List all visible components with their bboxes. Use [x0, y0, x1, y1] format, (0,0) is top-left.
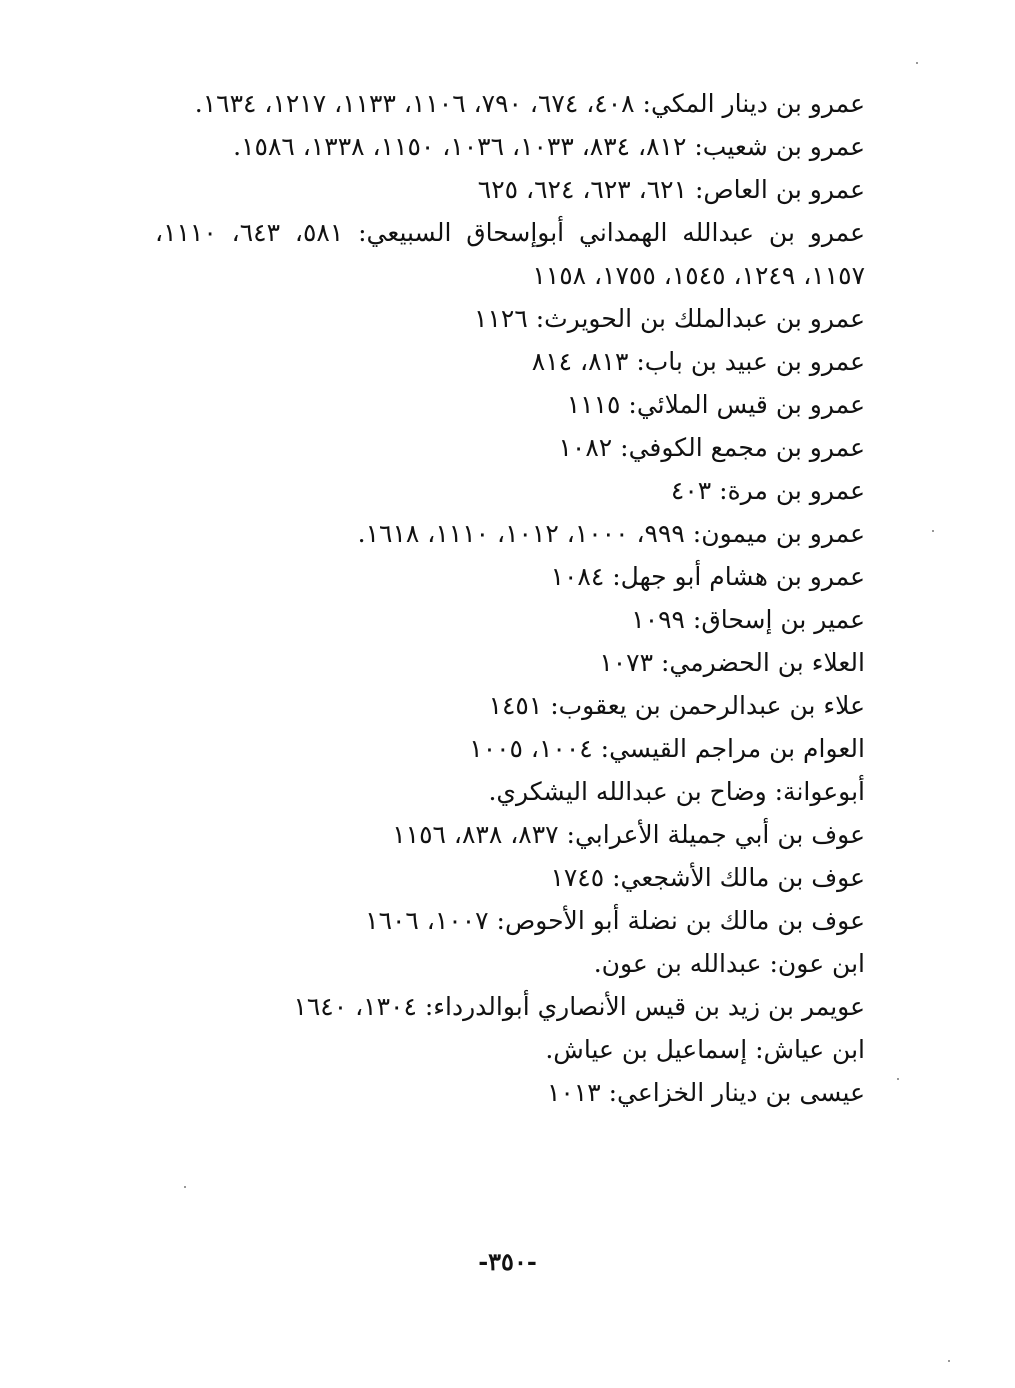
index-entry: عوف بن أبي جميلة الأعرابي: ٨٣٧، ٨٣٨، ١١٥٦	[392, 820, 865, 849]
index-entry: عمرو بن شعيب: ٨١٢، ٨٣٤، ١٠٣٣، ١٠٣٦، ١١٥٠، ١٣٣٨، ١٥٨٦.	[233, 132, 865, 161]
scan-speck	[916, 62, 918, 64]
index-entry: عمرو بن هشام أبو جهل: ١٠٨٤	[550, 562, 865, 591]
index-entry: عمير بن إسحاق: ١٠٩٩	[631, 605, 865, 634]
index-entry: عمرو بن عبدالله الهمداني أبوإسحاق السبيعي: ٥٨١، ٦٤٣، ١١١٠، ١١٥٧، ١٢٤٩، ١٥٤٥، ١٧٥٥، ١١٥٨	[155, 218, 866, 290]
index-entry: علاء بن عبدالرحمن بن يعقوب: ١٤٥١	[488, 691, 865, 720]
index-entry: عيسى بن دينار الخزاعي: ١٠١٣	[546, 1078, 865, 1107]
index-entry: عمرو بن عبدالملك بن الحويرث: ١١٢٦	[474, 304, 865, 333]
index-entry: أبوعوانة: وضاح بن عبدالله اليشكري.	[488, 777, 865, 806]
index-entry: عمرو بن عبيد بن باب: ٨١٣، ٨١٤	[531, 347, 865, 376]
index-entry: عمرو بن العاص: ٦٢١، ٦٢٣، ٦٢٤، ٦٢٥	[477, 175, 865, 204]
index-entry: عوف بن مالك بن نضلة أبو الأحوص: ١٠٠٧، ١٦٠٦	[365, 906, 865, 935]
index-entry: العوام بن مراجم القيسي: ١٠٠٤، ١٠٠٥	[469, 734, 865, 763]
index-entry: عوف بن مالك الأشجعي: ١٧٤٥	[550, 863, 865, 892]
scan-speck	[897, 1078, 899, 1080]
index-entry: عمرو بن مرة: ٤٠٣	[670, 476, 865, 505]
scan-speck	[948, 1360, 950, 1362]
index-entry: عمرو بن ميمون: ٩٩٩، ١٠٠٠، ١٠١٢، ١١١٠، ١٦١٨.	[357, 519, 865, 548]
index-entry: العلاء بن الحضرمي: ١٠٧٣	[599, 648, 865, 677]
index-entry: عمرو بن مجمع الكوفي: ١٠٨٢	[558, 433, 865, 462]
scan-speck	[184, 1186, 186, 1188]
index-entry: عمرو بن دينار المكي: ٤٠٨، ٦٧٤، ٧٩٠، ١١٠٦، ١١٣٣، ١٢١٧، ١٦٣٤.	[194, 89, 865, 118]
index-entry: ابن عياش: إسماعيل بن عياش.	[545, 1035, 865, 1064]
scan-speck	[932, 530, 934, 532]
index-entries	[155, 82, 865, 1114]
index-entry: عمرو بن قيس الملائي: ١١١٥	[566, 390, 865, 419]
index-entry: ابن عون: عبدالله بن عون.	[593, 949, 865, 978]
index-entry: عويمر بن زيد بن قيس الأنصاري أبوالدرداء: ١٣٠٤، ١٦٤٠	[293, 992, 865, 1021]
page-number: -٣٥٠-	[478, 1247, 537, 1276]
